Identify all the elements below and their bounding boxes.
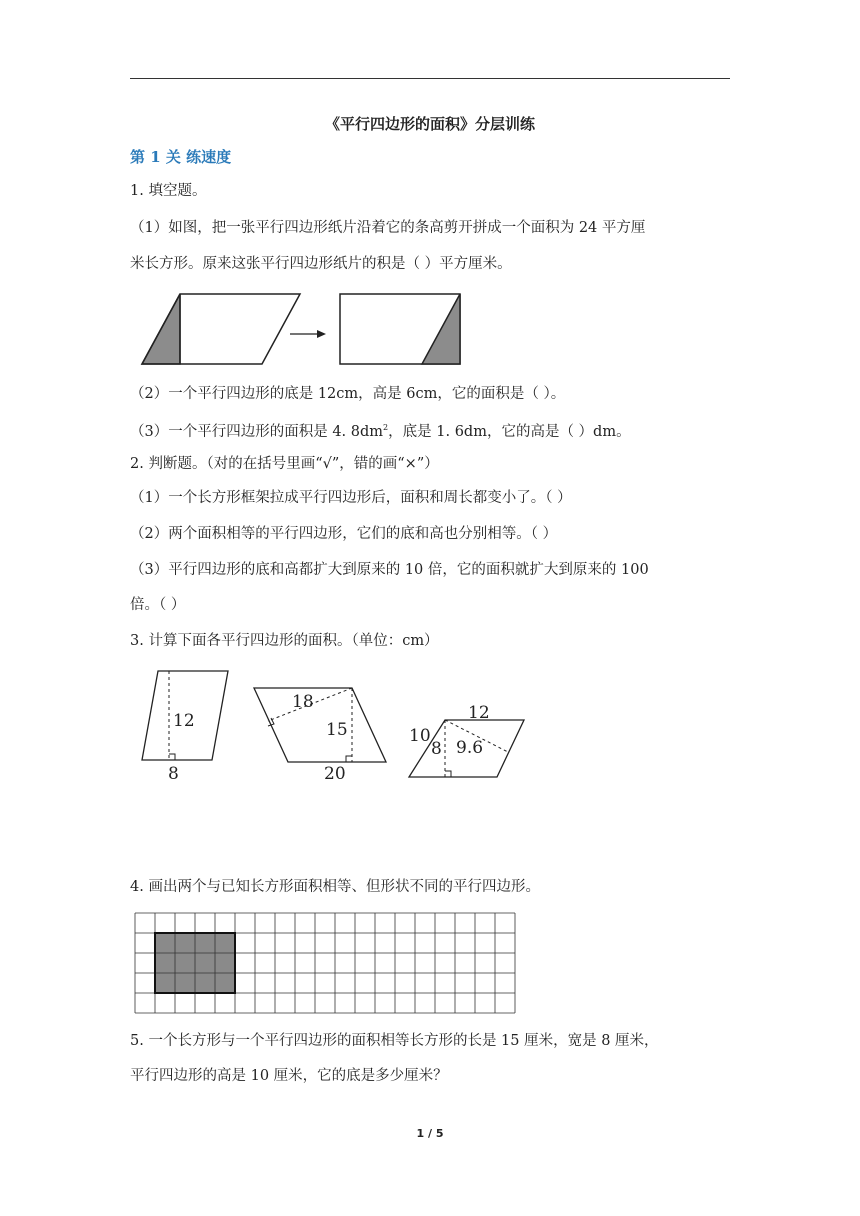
q2-p3-line2: 倍。（ ） bbox=[130, 597, 186, 613]
fig2-slant-label: 18 bbox=[292, 692, 314, 712]
q2-p3-line1: （3）平行四边形的底和高都扩大到原来的 10 倍，它的面积就扩大到原来的 100 bbox=[130, 562, 649, 578]
q1-figure bbox=[136, 290, 476, 370]
q1-p3-a: （3）一个平行四边形的面积是 4. 8dm bbox=[130, 423, 384, 440]
q5-line1: 5. 一个长方形与一个平行四边形的面积相等长方形的长是 15 厘米，宽是 8 厘米， bbox=[130, 1033, 659, 1049]
fig1-base-label: 8 bbox=[168, 764, 179, 784]
q1-p1-line2: 米长方形。原来这张平行四边形纸片的积是（ ）平方厘米。 bbox=[130, 256, 512, 272]
fig3-right-angle-icon bbox=[445, 771, 451, 777]
arrow-head-icon bbox=[317, 330, 326, 338]
q4-grid bbox=[135, 913, 515, 1013]
fig1-right-angle-icon bbox=[169, 754, 175, 760]
q1-heading: 1. 填空题。 bbox=[130, 183, 207, 199]
fig3-height2-label: 9.6 bbox=[456, 738, 484, 758]
fig2-base-label: 20 bbox=[324, 764, 346, 784]
q3-figures bbox=[128, 664, 538, 784]
q2-p2: （2）两个面积相等的平行四边形，它们的底和高也分别相等。（ ） bbox=[130, 526, 558, 542]
fig1-height-label: 12 bbox=[173, 711, 195, 731]
q4-heading: 4. 画出两个与已知长方形面积相等、但形状不同的平行四边形。 bbox=[130, 879, 540, 895]
fig2-height-label: 15 bbox=[326, 720, 348, 740]
q3-heading: 3. 计算下面各平行四边形的面积。（单位：cm） bbox=[130, 633, 439, 649]
fig2-parallelogram bbox=[254, 688, 386, 762]
page-number: 1 / 5 bbox=[416, 1127, 444, 1140]
fig2-right-angle-icon bbox=[346, 756, 352, 762]
q1-p1-line1: （1）如图，把一张平行四边形纸片沿着它的条高剪开拼成一个面积为 24 平方厘 bbox=[130, 220, 646, 236]
q1-p3-sup: 2 bbox=[383, 423, 389, 432]
q1-p3 bbox=[130, 418, 631, 442]
q1-p2: （2）一个平行四边形的底是 12cm，高是 6cm，它的面积是（ ）。 bbox=[130, 386, 566, 402]
doc-title: 《平行四边形的面积》分层训练 bbox=[324, 115, 535, 133]
fig3-height1-label: 8 bbox=[431, 739, 442, 759]
q5-line2: 平行四边形的高是 10 厘米，它的底是多少厘米？ bbox=[130, 1068, 448, 1084]
q2-p1: （1）一个长方形框架拉成平行四边形后，面积和周长都变小了。（ ） bbox=[130, 490, 572, 506]
moved-triangle-right bbox=[422, 294, 460, 364]
fig3-side-label: 10 bbox=[409, 726, 431, 746]
fig3-top-label: 12 bbox=[468, 703, 490, 723]
q2-heading: 2. 判断题。（对的在括号里画“√”，错的画“×”） bbox=[130, 456, 439, 472]
section-heading: 第 1 关 练速度 bbox=[130, 148, 232, 166]
header-rule bbox=[130, 78, 730, 79]
q1-p3-b: ，底是 1. 6dm，它的高是（ ）dm。 bbox=[388, 423, 631, 440]
